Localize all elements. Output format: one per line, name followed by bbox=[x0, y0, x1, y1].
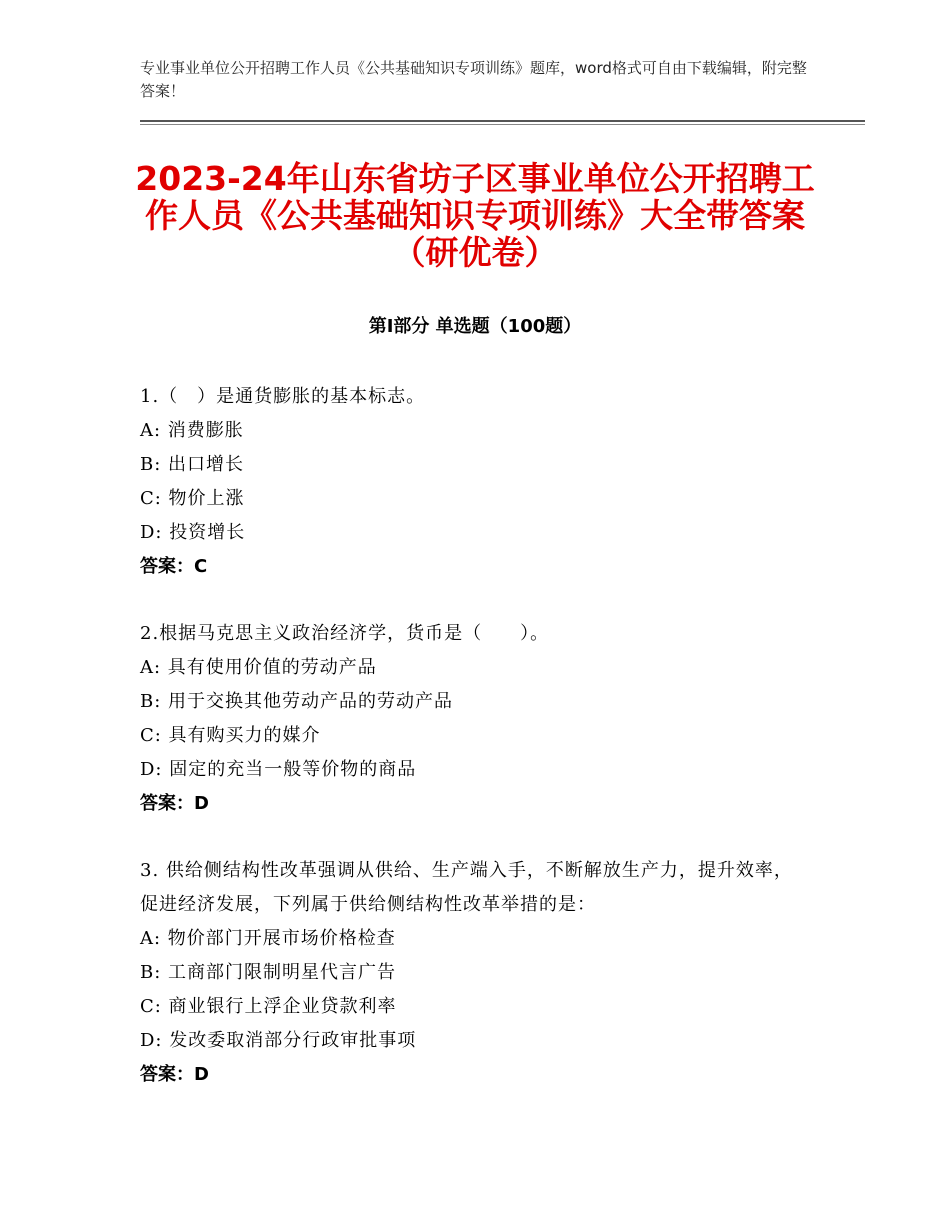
answer-line: 答案：C bbox=[140, 556, 208, 577]
option-a: A: 消费膨胀 bbox=[140, 420, 244, 441]
question-item bbox=[140, 617, 810, 821]
option-c: C: 商业银行上浮企业贷款利率 bbox=[140, 996, 397, 1017]
document-title: 2023-24年山东省坊子区事业单位公开招聘工作人员《公共基础知识专项训练》大全带答案（研优卷） bbox=[135, 159, 815, 272]
option-a: A: 物价部门开展市场价格检查 bbox=[140, 928, 396, 949]
option-b: B: 工商部门限制明星代言广告 bbox=[140, 962, 397, 983]
option-c: C: 物价上涨 bbox=[140, 488, 245, 509]
option-d: D: 固定的充当一般等价物的商品 bbox=[140, 759, 417, 780]
question-stem: 3. 供给侧结构性改革强调从供给、生产端入手，不断解放生产力，提升效率，促进经济发展，下列属于供给侧结构性改革举措的是： bbox=[140, 860, 793, 915]
question-stem: 1.（ ）是通货膨胀的基本标志。 bbox=[140, 386, 426, 407]
header-divider-thin-line bbox=[140, 124, 865, 125]
option-b: B: 用于交换其他劳动产品的劳动产品 bbox=[140, 691, 454, 712]
question-stem: 2.根据马克思主义政治经济学，货币是（ ）。 bbox=[140, 623, 550, 644]
question-item bbox=[140, 380, 810, 584]
question-list bbox=[140, 380, 810, 1125]
option-b: B: 出口增长 bbox=[140, 454, 245, 475]
option-a: A: 具有使用价值的劳动产品 bbox=[140, 657, 377, 678]
option-d: D: 投资增长 bbox=[140, 522, 246, 543]
question-item bbox=[140, 854, 810, 1092]
header-note: 专业事业单位公开招聘工作人员《公共基础知识专项训练》题库，word格式可自由下载编辑，附完整答案！ bbox=[140, 59, 807, 100]
option-c: C: 具有购买力的媒介 bbox=[140, 725, 321, 746]
option-d: D: 发改委取消部分行政审批事项 bbox=[140, 1030, 417, 1051]
header-divider-thick-line bbox=[140, 120, 865, 122]
header-divider bbox=[140, 120, 865, 126]
section-title: 第Ⅰ部分 单选题（100题） bbox=[368, 316, 582, 337]
answer-line: 答案：D bbox=[140, 1064, 209, 1085]
answer-line: 答案：D bbox=[140, 793, 209, 814]
